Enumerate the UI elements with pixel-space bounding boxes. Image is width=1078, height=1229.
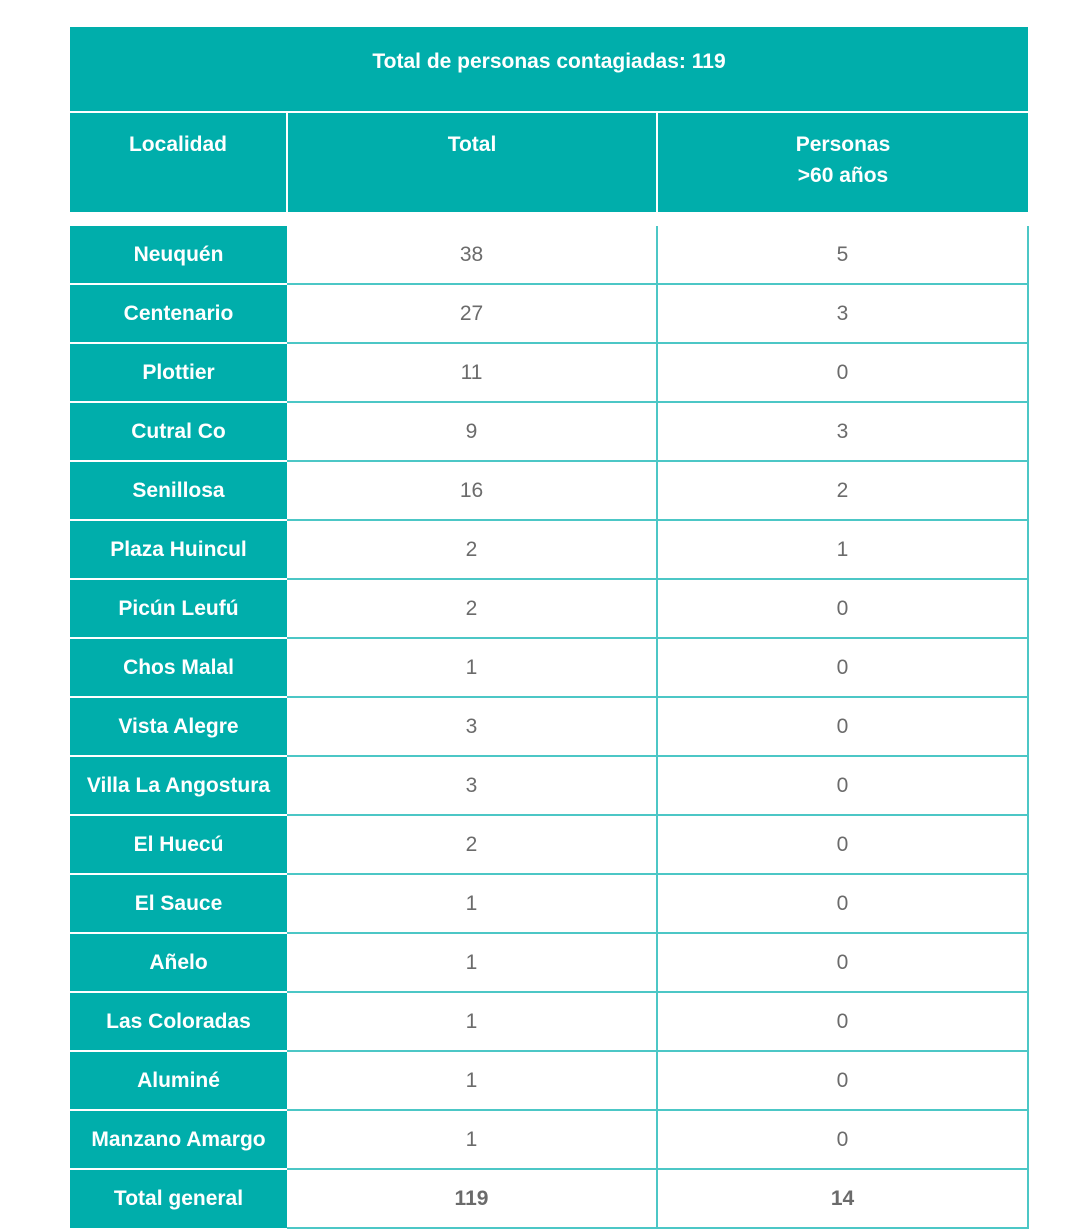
table-row (70, 638, 1028, 697)
cell-mayores: 3 (657, 284, 1028, 343)
table-row (70, 520, 1028, 579)
cell-mayores: 0 (657, 697, 1028, 756)
cell-total: 1 (287, 638, 657, 697)
cell-total-general-mayores: 14 (657, 1169, 1028, 1228)
cell-mayores: 0 (657, 1110, 1028, 1169)
table-title-row (70, 27, 1028, 112)
cell-localidad: Picún Leufú (70, 579, 287, 638)
cell-localidad: Neuquén (70, 219, 287, 284)
cell-total: 1 (287, 1051, 657, 1110)
cell-mayores: 0 (657, 756, 1028, 815)
cases-by-locality-table (70, 27, 1029, 1229)
cell-localidad: Centenario (70, 284, 287, 343)
table-row (70, 933, 1028, 992)
cell-mayores: 3 (657, 402, 1028, 461)
cell-mayores: 0 (657, 579, 1028, 638)
cell-total: 1 (287, 992, 657, 1051)
header-mayores (657, 112, 1028, 219)
cell-mayores: 2 (657, 461, 1028, 520)
column-header-row (70, 112, 1028, 219)
cell-total: 1 (287, 874, 657, 933)
cell-mayores: 1 (657, 520, 1028, 579)
cell-mayores: 0 (657, 638, 1028, 697)
cell-mayores: 0 (657, 343, 1028, 402)
total-general-row (70, 1169, 1028, 1228)
cell-total: 3 (287, 756, 657, 815)
header-mayores-line1: Personas (795, 133, 891, 156)
cell-mayores: 0 (657, 992, 1028, 1051)
cell-localidad: El Sauce (70, 874, 287, 933)
table-row (70, 343, 1028, 402)
cell-total-general-label: Total general (70, 1169, 287, 1228)
cell-total: 1 (287, 1110, 657, 1169)
cell-total: 11 (287, 343, 657, 402)
cell-mayores: 0 (657, 933, 1028, 992)
cell-localidad: Añelo (70, 933, 287, 992)
cell-total: 38 (287, 219, 657, 284)
cell-total: 9 (287, 402, 657, 461)
cell-mayores: 0 (657, 874, 1028, 933)
cell-total: 1 (287, 933, 657, 992)
table-row (70, 874, 1028, 933)
table-row (70, 1051, 1028, 1110)
table-row (70, 697, 1028, 756)
cell-total-general-total: 119 (287, 1169, 657, 1228)
cases-table-container (70, 27, 1028, 1229)
table-row (70, 461, 1028, 520)
cell-localidad: Manzano Amargo (70, 1110, 287, 1169)
cell-localidad: Las Coloradas (70, 992, 287, 1051)
cell-total: 27 (287, 284, 657, 343)
cell-localidad: Senillosa (70, 461, 287, 520)
table-row (70, 579, 1028, 638)
cell-mayores: 5 (657, 219, 1028, 284)
cell-localidad: Cutral Co (70, 402, 287, 461)
table-row (70, 756, 1028, 815)
table-row (70, 815, 1028, 874)
cell-mayores: 0 (657, 1051, 1028, 1110)
table-row (70, 992, 1028, 1051)
cell-localidad: Vista Alegre (70, 697, 287, 756)
table-row (70, 402, 1028, 461)
cell-total: 2 (287, 520, 657, 579)
cell-total: 2 (287, 815, 657, 874)
cell-mayores: 0 (657, 815, 1028, 874)
cell-total: 16 (287, 461, 657, 520)
cell-localidad: Chos Malal (70, 638, 287, 697)
cell-localidad: Plottier (70, 343, 287, 402)
table-row (70, 284, 1028, 343)
table-title: Total de personas contagiadas: 119 (70, 27, 1028, 112)
cell-total: 3 (287, 697, 657, 756)
cell-total: 2 (287, 579, 657, 638)
header-total: Total (287, 112, 657, 219)
cell-localidad: El Huecú (70, 815, 287, 874)
table-row (70, 1110, 1028, 1169)
header-localidad: Localidad (70, 112, 287, 219)
cell-localidad: Plaza Huincul (70, 520, 287, 579)
table-row (70, 219, 1028, 284)
cell-localidad: Aluminé (70, 1051, 287, 1110)
cell-localidad: Villa La Angostura (70, 756, 287, 815)
header-mayores-line2: >60 años (797, 164, 889, 187)
